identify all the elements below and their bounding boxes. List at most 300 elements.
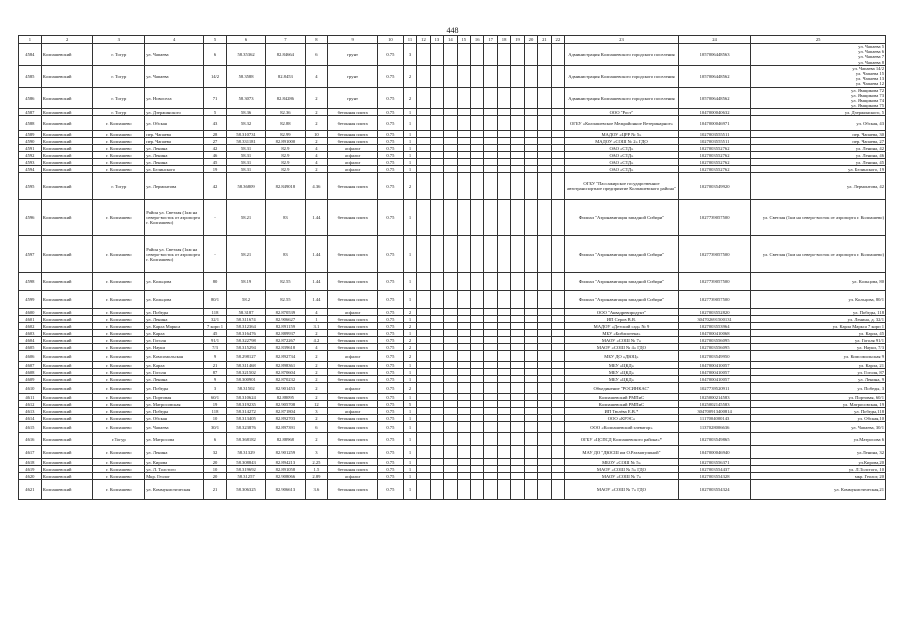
cell-owner: МБУ «ЦКД» [565, 376, 679, 383]
cell-owner: МАОУ «СОШ № 7» [565, 337, 679, 344]
cell-owner: МБУ «Библиотека» [565, 330, 679, 337]
empty-cell [497, 415, 510, 422]
cell-vol: 0.75 [377, 236, 403, 273]
cell-c12: 1 [403, 138, 416, 145]
cell-surface: асфальт [328, 166, 378, 173]
cell-c13 [417, 446, 430, 459]
cell-lat: 58.31329 [226, 446, 265, 459]
cell-loc: г. Колпашево [93, 422, 145, 433]
cell-loc: г. Колпашево [93, 159, 145, 166]
cell-owner: МАУ ДО "ДЮСШ им О.Рахматулиной" [565, 446, 679, 459]
empty-cell [551, 459, 564, 466]
cell-count: 4.2 [305, 337, 328, 344]
empty-cell [511, 166, 524, 173]
empty-cell [551, 173, 564, 200]
empty-cell [470, 446, 483, 459]
cell-vol: 0.75 [377, 291, 403, 309]
cell-dist: Колпашевский [41, 44, 93, 66]
cell-loc: г. Колпашево [93, 383, 145, 394]
empty-cell [457, 446, 470, 459]
table-row [19, 394, 886, 401]
empty-cell [457, 65, 470, 87]
cell-vol: 0.75 [377, 323, 403, 330]
header-cell: 1 [19, 36, 42, 44]
cell-lon: 82.870232 [266, 376, 305, 383]
cell-house: 118 [204, 309, 227, 316]
cell-street: ул. Кольцова [145, 291, 204, 309]
empty-cell [511, 159, 524, 166]
empty-cell [484, 401, 497, 408]
empty-cell [551, 323, 564, 330]
empty-cell [497, 200, 510, 236]
empty-cell [551, 166, 564, 173]
cell-count: 2 [305, 415, 328, 422]
cell-addr: ул.Ленина, 32 [751, 446, 886, 459]
cell-count: 1.44 [305, 291, 328, 309]
cell-lat: 58.316476 [226, 330, 265, 337]
cell-addr: пер. Чапаева, 27 [751, 138, 886, 145]
empty-cell [444, 291, 457, 309]
empty-cell [524, 109, 537, 116]
empty-cell [524, 44, 537, 66]
empty-cell [484, 159, 497, 166]
cell-c13 [417, 159, 430, 166]
empty-cell [551, 44, 564, 66]
cell-c13 [417, 433, 430, 446]
cell-c12: 5 [403, 401, 416, 408]
header-cell: 5 [204, 36, 227, 44]
cell-ogrn: 1047000410057 [678, 362, 750, 369]
empty-cell [430, 369, 443, 376]
cell-owner: ИП Серов В.В. [565, 316, 679, 323]
empty-cell [524, 131, 537, 138]
cell-id: 4602 [19, 323, 42, 330]
cell-count: 2 [305, 351, 328, 362]
cell-c13 [417, 383, 430, 394]
cell-lat: 58.35362 [226, 44, 265, 66]
cell-c12: 1 [403, 415, 416, 422]
cell-vol: 0.75 [377, 109, 403, 116]
cell-lat: 58.298127 [226, 351, 265, 362]
cell-surface: бетонная плита [328, 422, 378, 433]
cell-loc: г. Колпашево [93, 138, 145, 145]
empty-cell [511, 369, 524, 376]
empty-cell [444, 145, 457, 152]
cell-c12: 1 [403, 166, 416, 173]
empty-cell [524, 323, 537, 330]
cell-lon: 82.36 [266, 109, 305, 116]
empty-cell [538, 236, 551, 273]
cell-house: 42 [204, 145, 227, 152]
empty-cell [511, 236, 524, 273]
cell-dist: Колпашевский [41, 138, 93, 145]
cell-lat: 58.21 [226, 200, 265, 236]
cell-surface: бетонная плита [328, 433, 378, 446]
cell-c12: 1 [403, 473, 416, 480]
cell-ogrn: 1057006448562 [678, 65, 750, 87]
empty-cell [444, 166, 457, 173]
cell-street: ул. Обская [145, 415, 204, 422]
cell-lat: 58.313405 [226, 415, 265, 422]
empty-cell [551, 401, 564, 408]
cell-lon: 82.894213 [266, 459, 305, 466]
empty-cell [511, 273, 524, 291]
cell-surface: бетонная плита [328, 415, 378, 422]
cell-lon: 82.9 [266, 152, 305, 159]
cell-street: ул. Победы [145, 408, 204, 415]
empty-cell [457, 401, 470, 408]
empty-cell [524, 159, 537, 166]
empty-cell [444, 422, 457, 433]
cell-c12: 3 [403, 44, 416, 66]
cell-vol: 0.75 [377, 316, 403, 323]
empty-cell [551, 362, 564, 369]
empty-cell [470, 145, 483, 152]
cell-count: 2 [305, 109, 328, 116]
cell-id: 4587 [19, 109, 42, 116]
empty-cell [538, 466, 551, 473]
empty-cell [457, 173, 470, 200]
empty-cell [470, 173, 483, 200]
page-number: 448 [446, 26, 459, 35]
empty-cell [430, 330, 443, 337]
cell-lon: 82.872267 [266, 337, 305, 344]
empty-cell [524, 408, 537, 415]
empty-cell [457, 145, 470, 152]
cell-dist: Колпашевский [41, 159, 93, 166]
empty-cell [484, 173, 497, 200]
empty-cell [511, 408, 524, 415]
empty-cell [538, 369, 551, 376]
header-cell: 10 [377, 36, 403, 44]
cell-addr: ул. Чапаева 14/2 ул. Чапаева 15 ул. Чапаева 13 ул. Чапаева 12 [751, 65, 886, 87]
cell-c13 [417, 330, 430, 337]
empty-cell [444, 65, 457, 87]
cell-loc: г. Тогур [93, 109, 145, 116]
empty-cell [524, 330, 537, 337]
empty-cell [551, 473, 564, 480]
cell-owner: МАДОУ «ЦРР № 5» [565, 131, 679, 138]
cell-addr: ул. Карла Маркса 7 корп 1 [751, 323, 886, 330]
cell-vol: 0.75 [377, 131, 403, 138]
cell-lon: 82.908066 [266, 473, 305, 480]
empty-cell [457, 309, 470, 316]
table-row [19, 383, 886, 394]
cell-owner: МБУ «ЦКД» [565, 362, 679, 369]
empty-cell [538, 65, 551, 87]
empty-cell [538, 330, 551, 337]
cell-c13 [417, 316, 430, 323]
empty-cell [511, 316, 524, 323]
empty-cell [511, 394, 524, 401]
empty-cell [457, 473, 470, 480]
cell-dist: Колпашевский [41, 466, 93, 473]
empty-cell [484, 316, 497, 323]
cell-street: ул. Победы [145, 309, 204, 316]
empty-cell [457, 376, 470, 383]
empty-cell [524, 87, 537, 109]
empty-cell [551, 480, 564, 500]
empty-cell [444, 152, 457, 159]
empty-cell [551, 316, 564, 323]
empty-cell [470, 87, 483, 109]
cell-owner: МБОУ «СОШ № 5» [565, 459, 679, 466]
header-cell: 8 [305, 36, 328, 44]
header-cell: 9 [328, 36, 378, 44]
cell-house: 3 [204, 383, 227, 394]
empty-cell [470, 344, 483, 351]
cell-street: пер. Чапаева [145, 138, 204, 145]
empty-cell [484, 309, 497, 316]
cell-dist: Колпашевский [41, 422, 93, 433]
cell-c12: 1 [403, 408, 416, 415]
cell-street: ул. Карла [145, 330, 204, 337]
cell-count: 10 [305, 131, 328, 138]
cell-surface: асфальт [328, 383, 378, 394]
empty-cell [524, 138, 537, 145]
empty-cell [470, 152, 483, 159]
empty-cell [511, 351, 524, 362]
cell-addr: ул. Обская,10 [751, 415, 886, 422]
cell-dist: Колпашевский [41, 459, 93, 466]
empty-cell [430, 401, 443, 408]
cell-street: ул. Карла Маркса [145, 323, 204, 330]
cell-owner: ОГБУ "Пассажирское государственное автотранспортное предприятие Колпашевского района" [565, 173, 679, 200]
cell-c12: 1 [403, 200, 416, 236]
cell-surface: асфальт [328, 473, 378, 480]
cell-count: 4 [305, 159, 328, 166]
cell-dist: Колпашевский [41, 408, 93, 415]
empty-cell [551, 415, 564, 422]
empty-cell [484, 344, 497, 351]
cell-lon: 82.891159 [266, 323, 305, 330]
cell-ogrn: 1047000046971 [678, 116, 750, 131]
table-row [19, 415, 886, 422]
empty-cell [551, 145, 564, 152]
cell-id: 4613 [19, 408, 42, 415]
cell-street: ул. Чапаева [145, 65, 204, 87]
table-row [19, 446, 886, 459]
empty-cell [524, 401, 537, 408]
empty-cell [484, 291, 497, 309]
cell-addr: ул. Чапаева 5 ул. Чапаева 6 ул. Чапаева 7 ул. Чапаева 8 [751, 44, 886, 66]
cell-surface: бетонная плита [328, 138, 378, 145]
cell-surface: бетонная плита [328, 362, 378, 369]
empty-cell [457, 109, 470, 116]
cell-street: Район ул. Светлая (1км на северо-восток от аэропорта г. Колпашево) [145, 200, 204, 236]
cell-owner: ОГБУ «ЦСПСД Колпашевского района»* [565, 433, 679, 446]
empty-cell [538, 362, 551, 369]
empty-cell [470, 401, 483, 408]
cell-owner: Администрация Колпашевского городского поселения [565, 44, 679, 66]
empty-cell [457, 116, 470, 131]
empty-cell [497, 273, 510, 291]
cell-vol: 0.75 [377, 344, 403, 351]
cell-dist: Колпашевский [41, 87, 93, 109]
cell-c13 [417, 376, 430, 383]
cell-count: 2 [305, 376, 328, 383]
empty-cell [457, 466, 470, 473]
header-cell: 14 [444, 36, 457, 44]
cell-lon: 82.84664 [266, 44, 305, 66]
table-row [19, 362, 886, 369]
cell-c13 [417, 87, 430, 109]
cell-id: 4620 [19, 473, 42, 480]
empty-cell [497, 473, 510, 480]
cell-id: 4599 [19, 291, 42, 309]
cell-lat: 58.31 [226, 152, 265, 159]
cell-ogrn: 1047000410057 [678, 369, 750, 376]
empty-cell [484, 337, 497, 344]
cell-dist: Колпашевский [41, 236, 93, 273]
header-cell: 11 [403, 36, 416, 44]
cell-ogrn: 1027003554324 [678, 480, 750, 500]
empty-cell [430, 44, 443, 66]
cell-house: 45 [204, 330, 227, 337]
cell-lon: 82.905708 [266, 401, 305, 408]
cell-owner: МАОУ «СОШ № 7» ГДО [565, 480, 679, 500]
header-cell: 7 [266, 36, 305, 44]
cell-dist: Колпашевский [41, 273, 93, 291]
cell-count: 1.44 [305, 273, 328, 291]
empty-cell [470, 291, 483, 309]
cell-street: ул. Комсомольская [145, 351, 204, 362]
empty-cell [497, 152, 510, 159]
empty-cell [538, 446, 551, 459]
empty-cell [457, 87, 470, 109]
cell-vol: 0.75 [377, 173, 403, 200]
empty-cell [457, 330, 470, 337]
empty-cell [538, 109, 551, 116]
table-row [19, 131, 886, 138]
cell-surface: бетонная плита [328, 131, 378, 138]
empty-cell [538, 200, 551, 236]
empty-cell [470, 138, 483, 145]
cell-addr: ул. Гоголя 91/1 [751, 337, 886, 344]
cell-house: 19 [204, 166, 227, 173]
empty-cell [511, 200, 524, 236]
cell-street: ул. Гоголя [145, 369, 204, 376]
cell-addr: ул. Светлая (1км на северо-восток от аэропорта г. Колпашево) [751, 200, 886, 236]
cell-vol: 0.75 [377, 362, 403, 369]
empty-cell [444, 138, 457, 145]
empty-cell [444, 362, 457, 369]
cell-owner: МАДОУ «Детский сад» № 9 [565, 323, 679, 330]
empty-cell [538, 323, 551, 330]
cell-vol: 0.75 [377, 145, 403, 152]
cell-ogrn: 1027739057500 [678, 236, 750, 273]
cell-surface: бетонная плита [328, 330, 378, 337]
cell-id: 4593 [19, 159, 42, 166]
empty-cell [444, 330, 457, 337]
cell-count: 4.36 [305, 173, 328, 200]
cell-house: 10 [204, 466, 227, 473]
cell-c12: 1 [403, 362, 416, 369]
empty-cell [484, 116, 497, 131]
empty-cell [511, 87, 524, 109]
cell-house: 87 [204, 369, 227, 376]
header-cell: 12 [417, 36, 430, 44]
cell-dist: Колпашевский [41, 394, 93, 401]
cell-lon: 82.55 [266, 273, 305, 291]
empty-cell [497, 362, 510, 369]
cell-c12: 1 [403, 433, 416, 446]
empty-cell [524, 362, 537, 369]
cell-count: 2 [305, 369, 328, 376]
empty-cell [538, 44, 551, 66]
cell-street: ул. Коммунистическая [145, 480, 204, 500]
empty-cell [524, 236, 537, 273]
empty-cell [497, 337, 510, 344]
cell-house: 91/1 [204, 337, 227, 344]
table-row [19, 44, 886, 66]
table-row [19, 323, 886, 330]
cell-addr: ул. Л.Толстого, 10 [751, 466, 886, 473]
cell-vol: 0.75 [377, 152, 403, 159]
empty-cell [551, 330, 564, 337]
cell-ogrn: 1027003553964 [678, 323, 750, 330]
cell-id: 4603 [19, 330, 42, 337]
cell-owner: Колпашевский РМПиС [565, 401, 679, 408]
cell-street: ул. Ленина [145, 316, 204, 323]
cell-vol: 0.75 [377, 446, 403, 459]
cell-surface: бетонная плита [328, 401, 378, 408]
empty-cell [457, 166, 470, 173]
cell-c13 [417, 323, 430, 330]
empty-cell [457, 138, 470, 145]
cell-lon: 82.870539 [266, 309, 305, 316]
cell-lon: 82.897391 [266, 422, 305, 433]
cell-owner: ООО "Рост" [565, 109, 679, 116]
cell-dist: Колпашевский [41, 323, 93, 330]
cell-id: 4589 [19, 131, 42, 138]
cell-count: 2 [305, 138, 328, 145]
cell-lat: 58.31257 [226, 473, 265, 480]
cell-lat: 58.319692 [226, 466, 265, 473]
empty-cell [538, 337, 551, 344]
cell-loc: г. Колпашево [93, 316, 145, 323]
empty-cell [511, 433, 524, 446]
cell-loc: г. Колпашево [93, 131, 145, 138]
cell-lon: 82.849018 [266, 173, 305, 200]
empty-cell [470, 309, 483, 316]
cell-house: 5 [204, 109, 227, 116]
empty-cell [551, 394, 564, 401]
cell-dist: Колпашевский [41, 145, 93, 152]
empty-cell [444, 316, 457, 323]
cell-house: 60/1 [204, 394, 227, 401]
cell-id: 4615 [19, 422, 42, 433]
empty-cell [444, 383, 457, 394]
cell-ogrn: 1057006448562 [678, 87, 750, 109]
cell-lon: 82.901453 [266, 383, 305, 394]
empty-cell [524, 473, 537, 480]
cell-c13 [417, 109, 430, 116]
cell-c12: 2 [403, 344, 416, 351]
cell-owner: МАОУ «СОШ № 5» ГДО [565, 466, 679, 473]
empty-cell [551, 466, 564, 473]
cell-lon: 82.88095 [266, 394, 305, 401]
cell-addr: ул.Матросова 6 [751, 433, 886, 446]
empty-cell [484, 459, 497, 466]
empty-cell [430, 466, 443, 473]
cell-c13 [417, 236, 430, 273]
cell-dist: Колпашевский [41, 330, 93, 337]
empty-cell [511, 131, 524, 138]
empty-cell [444, 369, 457, 376]
cell-lat: 58.331181 [226, 138, 265, 145]
cell-surface: асфальт [328, 309, 378, 316]
